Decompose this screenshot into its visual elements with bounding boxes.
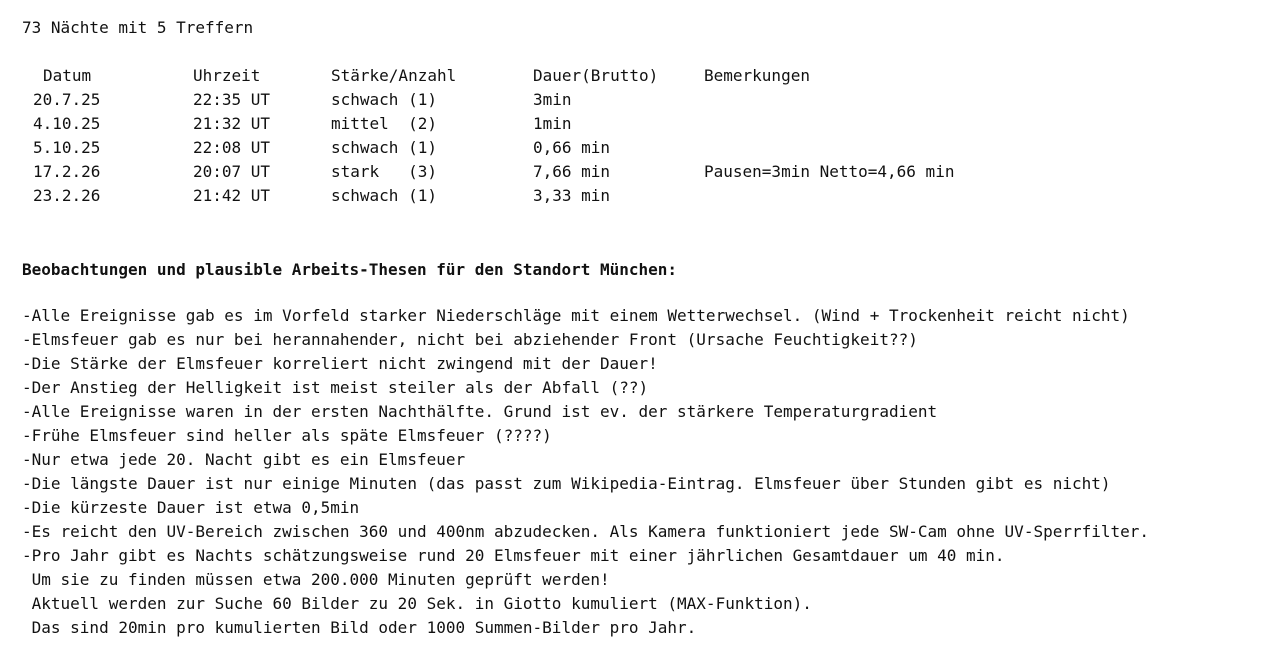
table-row-uhrzeit: 22:08 UT — [193, 138, 271, 157]
table-row-dauer: 3min — [533, 90, 572, 109]
table-row-bemerkungen: Pausen=3min Netto=4,66 min — [704, 162, 955, 181]
events-table — [0, 0, 1279, 220]
observation-line: -Alle Ereignisse waren in der ersten Nachthälfte. Grund ist ev. der stärkere Temperaturgradient — [22, 402, 938, 421]
table-row-dauer: 1min — [533, 114, 572, 133]
observation-line: -Elmsfeuer gab es nur bei herannahender, nicht bei abziehender Front (Ursache Feuchtigkeit??) — [22, 330, 918, 349]
table-row-uhrzeit: 20:07 UT — [193, 162, 271, 181]
header-staerke: Stärke/Anzahl — [331, 66, 457, 85]
table-row-uhrzeit: 22:35 UT — [193, 90, 271, 109]
table-row-datum: 4.10.25 — [33, 114, 101, 133]
table-row-dauer: 3,33 min — [533, 186, 611, 205]
table-row-uhrzeit: 21:42 UT — [193, 186, 271, 205]
observation-line: -Es reicht den UV-Bereich zwischen 360 und 400nm abzudecken. Als Kamera funktioniert jede SW-Cam ohne UV-Sperrfilter. — [22, 522, 1150, 541]
section-heading: Beobachtungen und plausible Arbeits-Thesen für den Standort München: — [22, 260, 678, 279]
observation-line: -Nur etwa jede 20. Nacht gibt es ein Elmsfeuer — [22, 450, 466, 469]
table-row-datum: 5.10.25 — [33, 138, 101, 157]
observation-line: -Pro Jahr gibt es Nachts schätzungsweise rund 20 Elmsfeuer mit einer jährlichen Gesamtdauer um 40 min. — [22, 546, 1005, 565]
table-row-staerke: schwach (1) — [331, 138, 437, 157]
observation-line: -Die Stärke der Elmsfeuer korreliert nicht zwingend mit der Dauer! — [22, 354, 658, 373]
table-row-uhrzeit: 21:32 UT — [193, 114, 271, 133]
header-dauer: Dauer(Brutto) — [533, 66, 659, 85]
header-uhrzeit: Uhrzeit — [193, 66, 261, 85]
table-row-dauer: 0,66 min — [533, 138, 611, 157]
table-row-dauer: 7,66 min — [533, 162, 611, 181]
table-row-datum: 23.2.26 — [33, 186, 101, 205]
table-row-staerke: mittel (2) — [331, 114, 437, 133]
observation-line: -Die längste Dauer ist nur einige Minuten (das passt zum Wikipedia-Eintrag. Elmsfeuer über Stunden gibt es nicht) — [22, 474, 1111, 493]
table-row-staerke: schwach (1) — [331, 186, 437, 205]
observation-line: -Die kürzeste Dauer ist etwa 0,5min — [22, 498, 360, 517]
observation-line: -Der Anstieg der Helligkeit ist meist steiler als der Abfall (??) — [22, 378, 649, 397]
header-bemerkungen: Bemerkungen — [704, 66, 810, 85]
summary-line: 73 Nächte mit 5 Treffern — [22, 18, 254, 37]
table-row-staerke: stark (3) — [331, 162, 437, 181]
table-row-staerke: schwach (1) — [331, 90, 437, 109]
observation-line: -Frühe Elmsfeuer sind heller als späte Elmsfeuer (????) — [22, 426, 552, 445]
observation-line: -Alle Ereignisse gab es im Vorfeld starker Niederschläge mit einem Wetterwechsel. (Wind + Trockenheit reicht nicht) — [22, 306, 1130, 325]
table-row-datum: 20.7.25 — [33, 90, 101, 109]
observation-line: Aktuell werden zur Suche 60 Bilder zu 20 Sek. in Giotto kumuliert (MAX-Funktion). — [22, 594, 812, 613]
table-row-datum: 17.2.26 — [33, 162, 101, 181]
header-datum: Datum — [43, 66, 92, 85]
observation-line: Das sind 20min pro kumulierten Bild oder 1000 Summen-Bilder pro Jahr. — [22, 618, 697, 637]
observation-line: Um sie zu finden müssen etwa 200.000 Minuten geprüft werden! — [22, 570, 610, 589]
